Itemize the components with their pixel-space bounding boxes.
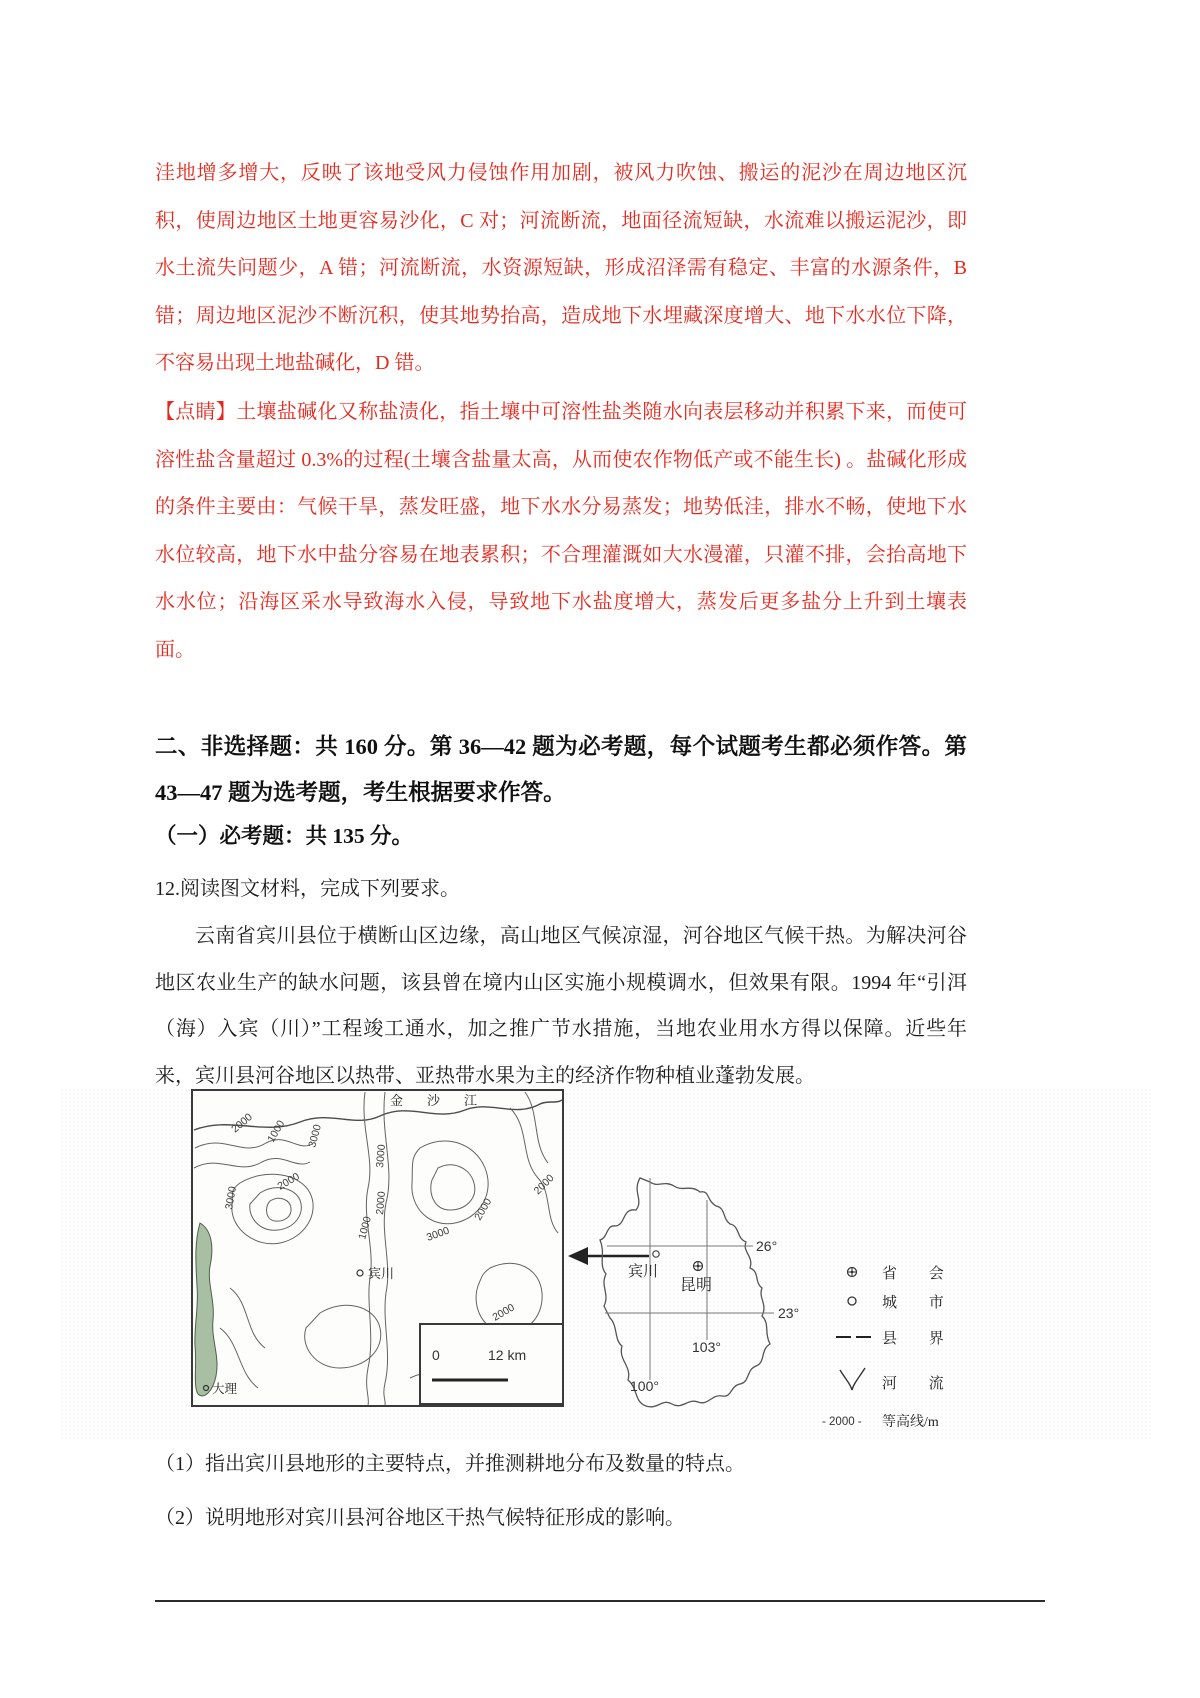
inset-province-map bbox=[600, 1178, 799, 1407]
legend-contour-label: 等高线/m bbox=[882, 1415, 939, 1430]
question12-sub1: （1）指出宾川县地形的主要特点，并推测耕地分布及数量的特点。 bbox=[155, 1453, 745, 1475]
lat-26-label: 26° bbox=[756, 1238, 778, 1254]
contour-map bbox=[192, 1090, 563, 1406]
contour-label: 3000 bbox=[306, 1123, 324, 1149]
river-label: 金沙江 bbox=[390, 1093, 502, 1108]
legend-river-icon bbox=[840, 1368, 865, 1390]
legend-county-boundary-label: 县 界 bbox=[882, 1331, 958, 1347]
contour-label: 3000 bbox=[223, 1185, 240, 1211]
footer-divider bbox=[155, 1600, 1045, 1602]
locator-arrow bbox=[568, 1247, 649, 1265]
question12-material: 云南省宾川县位于横断山区边缘，高山地区气候凉湿，河谷地区气候干热。为解决河谷地区农业生产的缺水问题，该县曾在境内山区实施小规模调水，但效果有限。1994 年“引洱（海）入宾（川）”工程竣工通水，加之推广节水措施，当地农业用水方得以保障。近些年来，宾川县河谷地区以热带、亚热带水果为主的经济作物种植业蓬勃发展。 bbox=[155, 925, 967, 1087]
legend-capital-label: 省 会 bbox=[882, 1266, 958, 1282]
contour-label: 2000 bbox=[531, 1172, 557, 1198]
dali-city-label: 大理 bbox=[212, 1382, 238, 1396]
section-heading: 二、非选择题：共 160 分。第 36—42 题为必考题，每个试题考生都必须作答。第 43—47 题为选考题，考生根据要求作答。 bbox=[155, 733, 967, 805]
contour-label: 2000 bbox=[275, 1170, 302, 1193]
map-legend bbox=[822, 1265, 958, 1430]
contour-label: 2000 bbox=[374, 1190, 389, 1216]
scale-bar bbox=[420, 1324, 563, 1404]
lon-103-label: 103° bbox=[692, 1339, 721, 1355]
contour-label: 2000 bbox=[229, 1111, 255, 1136]
answer-explanation-paragraph: 洼地增多增大，反映了该地受风力侵蚀作用加剧，被风力吹蚀、搬运的泥沙在周边地区沉积，使周边地区土地更容易沙化，C 对；河流断流，地面径流短缺，水流难以搬运泥沙，即水土流失问题少，A 错；河流断流，水资源短缺，形成沼泽需有稳定、丰富的水源条件，B 错；周边地区泥沙不断沉积，使其地势抬高，造成地下水埋藏深度增大、地下水水位下降，不容易出现土地盐碱化，D 错。 bbox=[155, 162, 967, 374]
inset-binchuan-label: 宾川 bbox=[628, 1264, 659, 1280]
legend-contour-sample: - 2000 - bbox=[822, 1416, 862, 1428]
question12-sub2: （2）说明地形对宾川县河谷地区干热气候特征形成的影响。 bbox=[155, 1507, 685, 1529]
binchuan-town-label: 宾川 bbox=[368, 1266, 395, 1281]
legend-city-label: 城 市 bbox=[882, 1295, 958, 1311]
contour-label: 3000 bbox=[374, 1143, 389, 1169]
scale-box bbox=[420, 1324, 563, 1404]
inset-binchuan-marker bbox=[653, 1251, 659, 1257]
inset-kunming-label: 昆明 bbox=[680, 1277, 713, 1294]
contour-label: 3000 bbox=[424, 1224, 451, 1244]
legend-city-icon bbox=[848, 1297, 856, 1305]
lon-100-label: 100° bbox=[630, 1378, 659, 1394]
legend-capital-icon bbox=[848, 1268, 857, 1277]
legend-river-label: 河 流 bbox=[882, 1376, 958, 1392]
contour-label: 2000 bbox=[472, 1196, 495, 1223]
tips-dianjing-paragraph: 【点睛】土壤盐碱化又称盐渍化，指土壤中可溶性盐类随水向表层移动并积累下来，而使可溶性盐含量超过 0.3%的过程(土壤含盐量太高，从而使农作物低产或不能生长) 。盐碱化形成的条件主要由：气候干旱，蒸发旺盛，地下水水分易蒸发；地势低洼，排水不畅，使地下水水位较高，地下水中盐分容易在地表累积；不合理灌溉如大水漫灌，只灌不排，会抬高地下水水位；沿海区采水导致海水入侵，导致地下水盐度增大，蒸发后更多盐分上升到土壤表面。 bbox=[155, 401, 967, 661]
section-subheading: （一）必考题：共 135 分。 bbox=[155, 823, 414, 848]
contour-label: 1000 bbox=[356, 1215, 374, 1241]
arrow-head-icon bbox=[568, 1247, 588, 1265]
scale-distance-label: 12 km bbox=[488, 1347, 527, 1363]
question12-lead: 12.阅读图文材料，完成下列要求。 bbox=[155, 878, 460, 900]
lat-23-label: 23° bbox=[778, 1305, 800, 1321]
contour-label: 1000 bbox=[265, 1118, 288, 1145]
contour-label: 2000 bbox=[490, 1301, 517, 1324]
map-figure bbox=[60, 1088, 1150, 1440]
binchuan-map-svg bbox=[170, 1088, 960, 1438]
inset-kunming-marker bbox=[694, 1262, 703, 1271]
scale-zero-label: 0 bbox=[432, 1347, 440, 1363]
